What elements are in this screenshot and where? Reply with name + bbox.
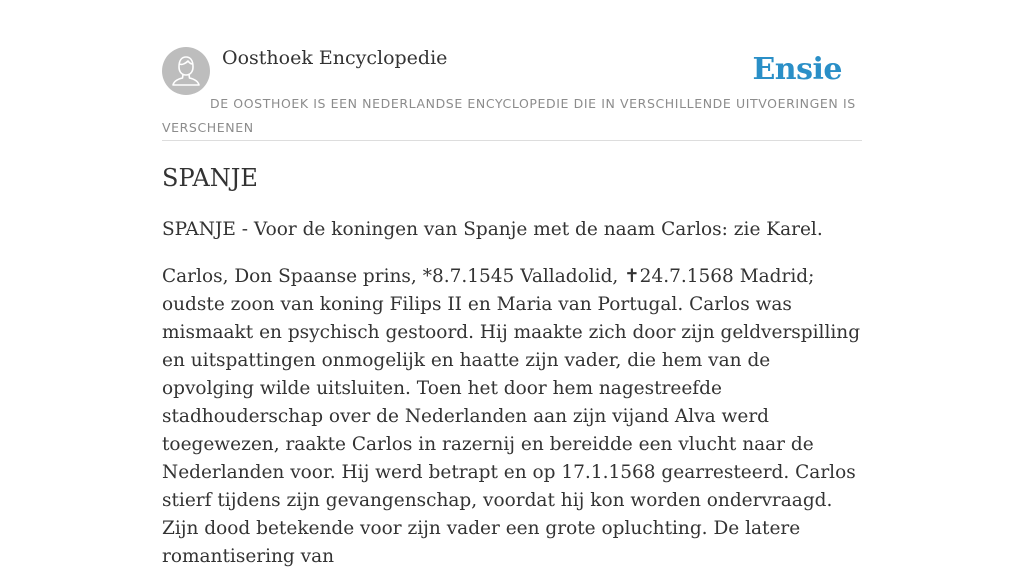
author-name[interactable]: Oosthoek Encyclopedie <box>222 47 448 69</box>
person-icon <box>162 47 210 95</box>
page-title: SPANJE <box>162 164 258 192</box>
author-header <box>162 46 862 141</box>
avatar[interactable] <box>162 47 210 95</box>
brand-logo[interactable]: Ensie <box>752 52 842 87</box>
article-paragraph: Carlos, Don Spaanse prins, *8.7.1545 Valladolid, ✝24.7.1568 Madrid; oudste zoon van koning Filips II en Maria van Portugal. Carlos was mismaakt en psychisch gestoord. Hij maakte zich door zijn geldverspilling en uitspattingen onmogelijk en haatte zijn vader, die hem van de opvolging wilde uitsluiten. Toen het door hem nagestreefde stadhouderschap over de Nederlanden aan zijn vijand Alva werd toegewezen, raakte Carlos in razernij en bereidde een vlucht naar de Nederlanden voor. Hij werd betrapt en op 17.1.1568 gearresteerd. Carlos stierf tijdens zijn gevangenschap, voordat hij kon worden ondervraagd. Zijn dood betekende voor zijn vader een grote opluchting. De latere romantisering van <box>162 266 861 567</box>
article <box>162 160 862 571</box>
author-description: DE OOSTHOEK IS EEN NEDERLANDSE ENCYCLOPEDIE DIE IN VERSCHILLENDE UITVOERINGEN IS VERSCHENEN <box>162 96 856 135</box>
article-paragraph: SPANJE - Voor de koningen van Spanje met de naam Carlos: zie Karel. <box>162 219 823 240</box>
